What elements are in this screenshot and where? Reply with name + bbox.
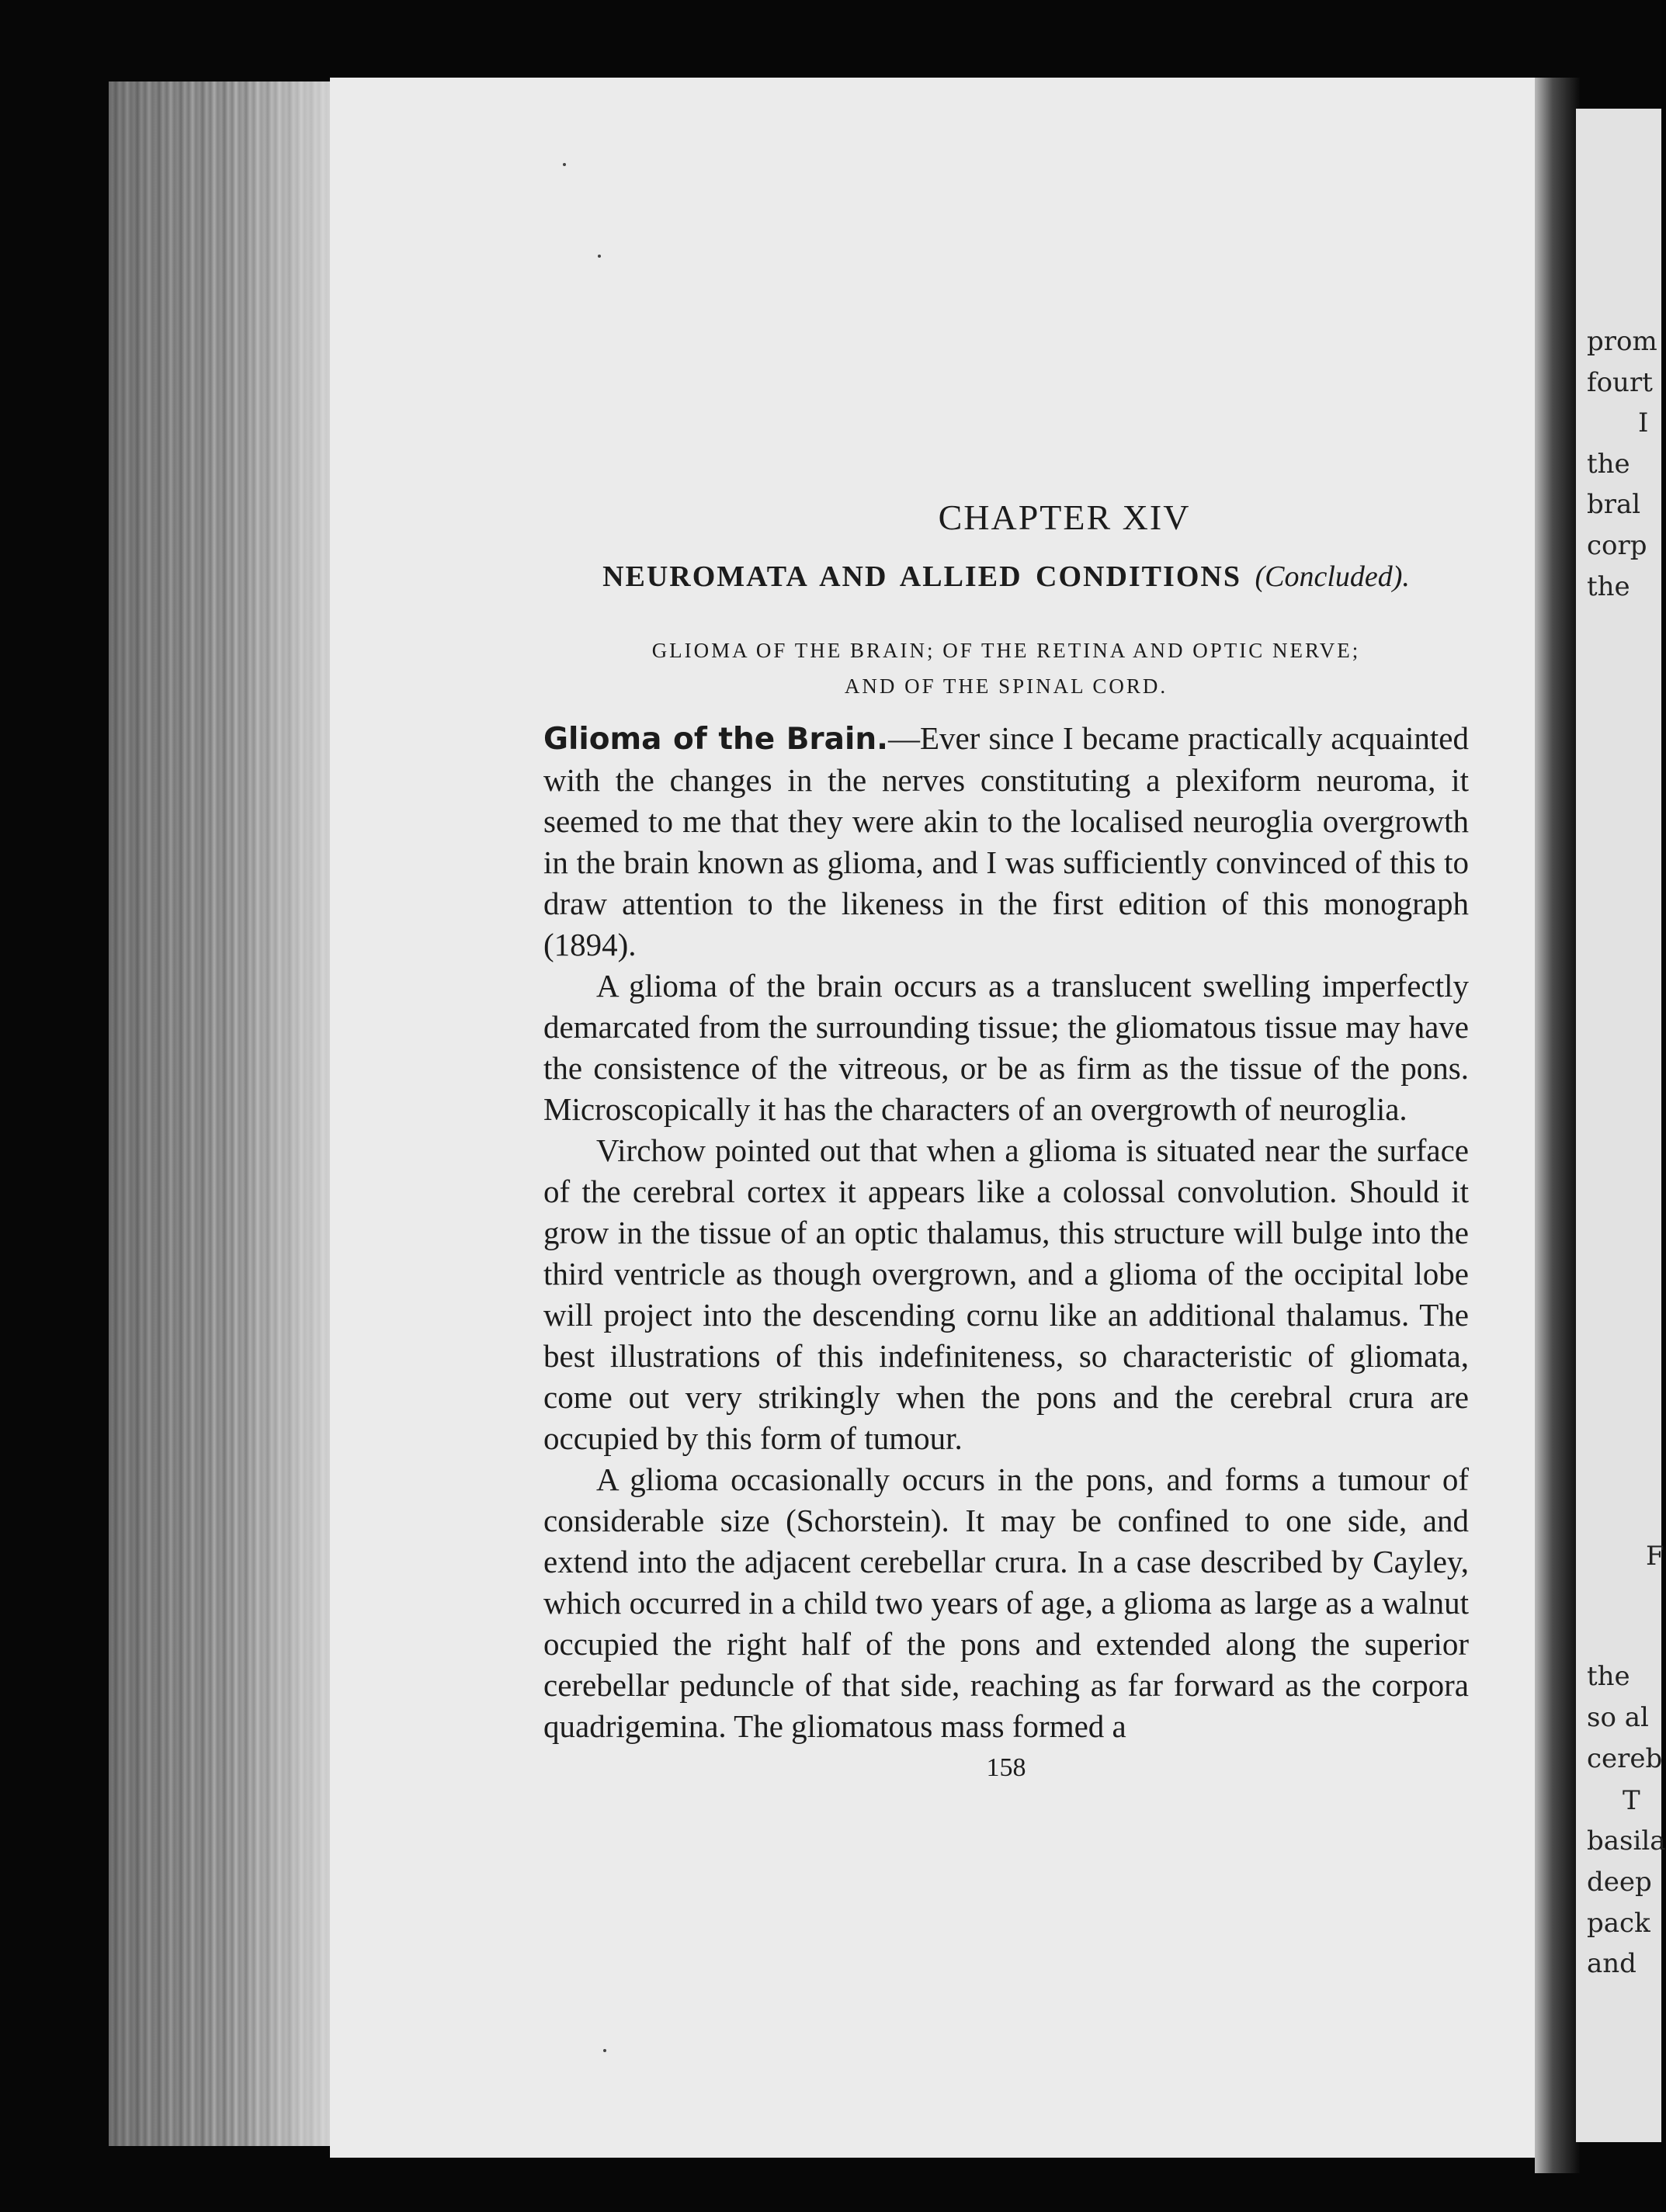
paragraph: Virchow pointed out that when a glioma is situated near the surface of the cerebral cortex it appears like a colossal convolution. Should it grow in the tissue of an optic thalamus, this structure will bulge into the third ventricle as though overgrown, and a glioma of the occipital lobe will project into the descending cornu like an additional thalamus. The best illustrations of this indefiniteness, so characteristic of gliomata, come out very strikingly when the pons and the cerebral crura are occupied by this form of tumour. — [543, 1132, 1469, 1456]
facing-page-fragment: pack — [1587, 1908, 1650, 1939]
facing-page-fragment: bral — [1587, 489, 1641, 520]
facing-page-fragment: T — [1623, 1785, 1640, 1816]
facing-page-fragment: corp — [1587, 530, 1647, 561]
facing-page-fragment: and — [1587, 1948, 1636, 1979]
print-speck — [563, 163, 566, 166]
paragraph — [543, 718, 1469, 966]
chapter-subtitle-line: AND OF THE SPINAL CORD. — [844, 674, 1168, 698]
page-content — [543, 497, 1469, 1783]
facing-page-fragment: prom — [1587, 326, 1657, 357]
facing-page-fragment: I — [1638, 407, 1649, 439]
chapter-subtitle — [543, 633, 1469, 704]
facing-page-fragment: the — [1587, 571, 1630, 602]
facing-page-fragment: basila — [1587, 1825, 1666, 1857]
page-number: 158 — [986, 1753, 1026, 1782]
section-heading: Glioma of the Brain. — [543, 722, 888, 757]
chapter-title-text: NEUROMATA AND ALLIED CONDITIONS — [602, 560, 1241, 593]
chapter-title — [543, 560, 1469, 594]
chapter-subtitle-line: GLIOMA OF THE BRAIN; OF THE RETINA AND OPTIC NERVE; — [651, 639, 1361, 662]
facing-page-fragment: the — [1587, 449, 1630, 480]
facing-page-fragment: fourt — [1587, 367, 1653, 398]
facing-page-fragment: deep — [1587, 1867, 1652, 1898]
chapter-number: CHAPTER XIV — [938, 498, 1191, 537]
facing-page-fragment: cereb — [1587, 1743, 1663, 1774]
book-page-edges — [109, 81, 338, 2146]
book-spine-gutter — [1535, 78, 1580, 2173]
facing-page-fragment: F — [1646, 1541, 1664, 1572]
print-speck — [603, 2049, 606, 2052]
chapter-title-suffix: (Concluded). — [1255, 560, 1410, 593]
paragraph: A glioma of the brain occurs as a translucent swelling imperfectly demarcated from the surrounding tissue; the gliomatous tissue may have the consistence of the vitreous, or be as firm as the tissue of the pons. Microscopically it has the characters of an overgrowth of neuroglia. — [543, 968, 1469, 1127]
facing-page-fragment: the — [1587, 1661, 1630, 1692]
paragraph: A glioma occasionally occurs in the pons, and forms a tumour of considerable size (Schorstein). It may be confined to one side, and extend into the adjacent cerebellar crura. In a case described by Cayley, which occurred in a child two years of age, a glioma as large as a walnut occupied the right half of the pons and extended along the superior cerebellar peduncle of that side, reaching as far forward as the corpora quadrigemina. The gliomatous mass formed a — [543, 1461, 1469, 1744]
facing-page-fragment: so al — [1587, 1702, 1649, 1733]
paragraph-text: —Ever since I became practically acquainted with the changes in the nerves constituting a plexiform neuroma, it seemed to me that they were akin to the localised neuroglia overgrowth in the brain known as glioma, and I was sufficiently convinced of this to draw attention to the likeness in the first edition of this monograph (1894). — [543, 720, 1469, 962]
facing-page — [1576, 109, 1666, 2142]
print-speck — [598, 255, 601, 258]
